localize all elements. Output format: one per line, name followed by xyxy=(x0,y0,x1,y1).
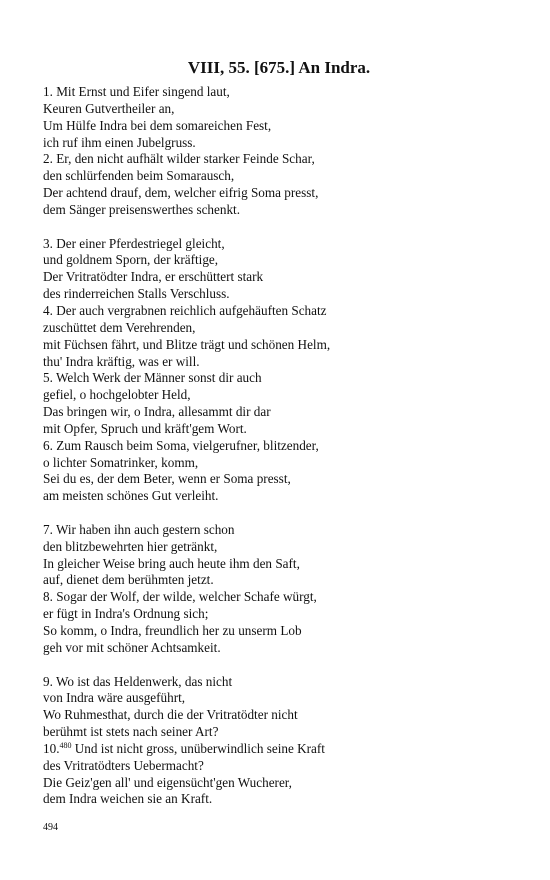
verse-line: Die Geiz'gen all' und eigensücht'gen Wucherer, xyxy=(43,774,292,790)
verse-line: dem Indra weichen sie an Kraft. xyxy=(43,791,213,807)
verse-line: 1. Mit Ernst und Eifer singend laut, xyxy=(43,84,230,99)
verse-line: und goldnem Sporn, der kräftige, xyxy=(43,252,219,268)
verse-line: ich ruf ihm einen Jubelgruss. xyxy=(43,134,196,150)
verse-line: des Vritratödters Uebermacht? xyxy=(43,757,204,773)
verse-line: Der achtend drauf, dem, welcher eifrig Soma presst, xyxy=(43,185,319,201)
verse-number: 10. xyxy=(43,740,60,756)
verse-line: Um Hülfe Indra bei dem somareichen Fest, xyxy=(43,117,272,133)
verse-line: 2. Er, den nicht aufhält wilder starker Feinde Schar, xyxy=(43,151,315,167)
page-number: 494 xyxy=(43,822,58,833)
verse-line: geh vor mit schöner Achtsamkeit. xyxy=(43,639,221,655)
verse-line: mit Opfer, Spruch und kräft'gem Wort. xyxy=(43,420,247,436)
page-title: VIII, 55. [675.] An Indra. xyxy=(187,58,371,77)
verse-text: Und ist nicht gross, unüberwindlich seine Kraft xyxy=(71,740,325,756)
verse-line: berühmt ist stets nach seiner Art? xyxy=(43,724,219,740)
verse-line-with-footnote xyxy=(43,741,523,758)
verse-line: den blitzbewehrten hier getränkt, xyxy=(43,538,218,554)
verse-line: 4. Der auch vergrabnen reichlich aufgehäuften Schatz xyxy=(43,302,327,318)
stanza-gap xyxy=(43,657,523,674)
verse-line: 3. Der einer Pferdestriegel gleicht, xyxy=(43,235,225,251)
hymn-text xyxy=(43,84,523,808)
stanza-gap xyxy=(43,219,523,236)
verse-line: zuschüttet dem Verehrenden, xyxy=(43,319,196,335)
stanza-gap xyxy=(43,505,523,522)
verse-line: thu' Indra kräftig, was er will. xyxy=(43,353,200,369)
verse-line: er fügt in Indra's Ordnung sich; xyxy=(43,606,209,622)
verse-line: In gleicher Weise bring auch heute ihm den Saft, xyxy=(43,555,300,571)
footnote-marker[interactable]: 480 xyxy=(59,740,72,750)
verse-line: Keuren Gutvertheiler an, xyxy=(43,100,175,116)
verse-line: Sei du es, der dem Beter, wenn er Soma presst, xyxy=(43,471,291,487)
verse-line: am meisten schönes Gut verleiht. xyxy=(43,488,219,504)
verse-line: o lichter Somatrinker, komm, xyxy=(43,454,199,470)
verse-line: Der Vritratödter Indra, er erschüttert stark xyxy=(43,269,264,285)
verse-line: 9. Wo ist das Heldenwerk, das nicht xyxy=(43,673,233,689)
verse-line: gefiel, o hochgelobter Held, xyxy=(43,387,191,403)
verse-line: 8. Sogar der Wolf, der wilde, welcher Schafe würgt, xyxy=(43,589,317,605)
verse-line: auf, dienet dem berühmten jetzt. xyxy=(43,572,214,588)
verse-line: 5. Welch Werk der Männer sonst dir auch xyxy=(43,370,262,386)
verse-line: So komm, o Indra, freundlich her zu unserm Lob xyxy=(43,623,302,638)
verse-line: Das bringen wir, o Indra, allesammt dir dar xyxy=(43,404,271,420)
verse-line: Wo Ruhmesthat, durch die der Vritratödter nicht xyxy=(43,707,298,723)
verse-line: 7. Wir haben ihn auch gestern schon xyxy=(43,521,235,537)
verse-line: 6. Zum Rausch beim Soma, vielgerufner, blitzender, xyxy=(43,437,319,453)
verse-line: den schlürfenden beim Somarausch, xyxy=(43,168,235,184)
verse-line: mit Füchsen fährt, und Blitze trägt und schönen Helm, xyxy=(43,336,331,352)
verse-line: von Indra wäre ausgeführt, xyxy=(43,690,186,706)
verse-line: des rinderreichen Stalls Verschluss. xyxy=(43,286,230,302)
verse-line: dem Sänger preisenswerthes schenkt. xyxy=(43,201,241,217)
